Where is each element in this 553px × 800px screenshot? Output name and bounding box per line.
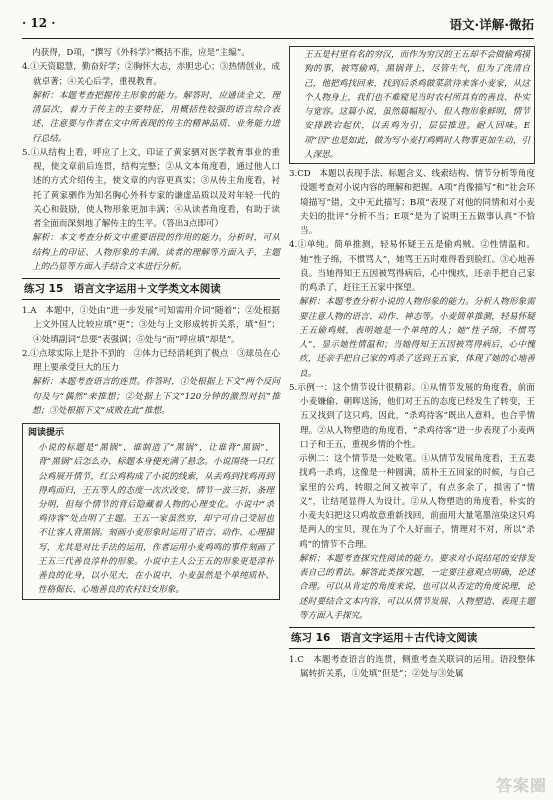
answer-item: 示例二：这个情节是一处败笔。①从情节发展角度看，王五妻找鸡一杀鸡，这像是一种圆满，质朴王五回家的时候，与自己家里的公鸡，转眼之间又被宰了，有点多余了，损害了“情义”，让结尾显得人为设计。②从人物塑造的角度看，朴实的小麦夫妇把这只鸡故意重新找回，前面用大量笔墨渲染这只鸡是两人的宝贝，现在为了个人好面子，情理对不对，所以“杀鸡”的情节不合理。 [299,454,535,550]
answer-item: 5.示例一：这个情节设计很精彩。①从情节发展的角度看，前面小麦嫌偷、朝晖送汤，他们对王五的态度已经发生了转变，王五又找到了这只鸡，因此，“杀鸡待客”既出人意料，也合乎情理。②从人物塑造的角度看，“杀鸡待客”进一步表现了小麦两口子和王五，重视乡情的个性。 [289,382,535,450]
answer-item: 1.A 本题中，①处由“进一步发展”可知需用介词“随着”；②处根据上文外国人比较应填“更”；③处与上文形成转折关系，填“但”；④处填副词“总要”表强调；⑤处与“而”呼应填“却是”。 [22,306,280,345]
answer-item: 2.①点球实际上是扑不到的 ②体力已经消耗到了极点 ③球员在心理上要承受巨大的压力 [22,348,280,373]
analysis-paragraph: 解析：本题考查分析小说的人物形象的能力。分析人物形象需要注意人物的语言、动作、神态等。小麦简单推测，轻易怀疑王五偷鸡贼，表明她是一个单纯的人；她“性子绵，不惯骂人”，显示她性情温和；当她得知王五因被骂得病后，心中愧疚，还亲手把自己家的鸡杀了送到王五家，体现了她的心地善良。 [299,297,535,379]
reading-tips-title: 阅读提示 [28,428,65,438]
section-heading: 练习 16 语言文字运用＋古代诗文阅读 [289,627,535,649]
page-header [22,14,534,39]
watermark-logo: 答案圈 [495,776,547,795]
right-column [289,46,535,682]
analysis-paragraph: 解析：本题考查把握传主形象的能力。解答时，应通读全文，理清层次，着力于传主的主要特征，用概括性较强的语言综合表述，注意要与作者在文中所表现的传主的精神品质、业务能力进行总结。 [32,90,280,144]
analysis-paragraph: 解析：本题考查语言的连贯。作答时，①处根据上下文“两个反问句及与“偶然”来推想；②处据上下文“120分钟的激烈对抗”推想；③处根据下文“成败在此”推想。 [32,377,280,416]
answer-item: 4.①天资聪慧，勤奋好学；②胸怀大志，赤胆忠心；③热情创业，成就卓著；④关心后学，重视教育。 [22,62,280,87]
answer-item: 5.①从结构上看，呼应了上文，印证了黄家驷对医学教育事业的重视，使文章前后连贯，结构完整；②从文本角度看，通过他人口述的方式介绍传主，使文章的内容更真实；③从传主角度看，衬托了黄家驷作为知名胸心外科专家的谦虚品质以及对年轻一代的关心和鼓励，使人物形象更加丰满；④从读者角度看，有助于读者全面而深刻地了解传主的生平。（答出3点即可） [22,147,280,229]
left-column [22,46,280,600]
page-number: · 12 · [22,16,56,30]
reading-tips-continued: 王五是村里有名的穷汉，而作为穷汉的王五却不会做偷鸡摸狗的事，被骂偷鸡，黑锅背上，尽管生气，但为了洗清自己，他把鸡找回来，找到后杀鸡做菜款待来客小麦家，从这个人物身上，我们也不难窥见当时农村所具有的善良、朴实与宽容。这篇小说，虽然篇幅短小，但人物形象鲜明，情节安排跌宕起伏，以丢鸡为引，层层推进。耐人回味。E项“因”也是如此，做为写小麦打鸡鸭时人物事更加生动，引人深思。 [304,50,530,160]
paragraph: 内获得，D项，“撰写《外科学》”概括不准，应是“主编”。 [32,48,250,58]
continued-tips-box [289,46,535,164]
answer-item: 3.CD 本题以表现手法、标题含义、线索结构、情节分析等角度设题考查对小说内容的理解和把握。A项“肖像描写”和“社会环境描写”错，文中无此描写；B项“表现了对他的同情和对小麦夫妇的批评”分析不当；E项“是为了说明王五做事认真”不恰当。 [289,169,535,236]
section-heading: 练习 15 语言文字运用＋文学类文本阅读 [22,278,280,300]
analysis-paragraph: 解析：本文考查分析文中重要语段的作用的能力。分析时，可从结构上的印证、人物形象的丰满、读者的理解等方面入手，主题上的凸显等方面入手结合文本进行分析。 [32,233,280,272]
reading-tips-box [22,423,280,600]
analysis-paragraph: 解析：本题考查探究性阅读的能力。要求对小说结尾的安排发表自己的看法。解答此类探究题，一定要注意观点明确，论述合理。可以从肯定的角度来说，也可以从否定的角度说理，论述时要结合文本内容，可以从情节发展、人物塑造、表现主题等方面入手探究。 [299,553,535,621]
reading-tips-text: 小说的标题是“黑锅”，谁制造了“黑锅”，让谁背“黑锅”，背“黑锅”后怎么办，标题本身便充满了悬念。小说围绕一只红公鸡展开情节，红公鸡构成了小说的线索，从丢鸡到找鸡再到得鸡而归，王五等人的态度一次次改变，情节一波三折，条理分明，但每个情节的背后隐藏着人物的心理变化。小说中“杀鸡待客”处点明了主题。王五一家虽然穷，却宁可自己受屈也不让客人背黑锅。刻画小麦形象时运用了语言、动作、心理描写，尤其是对比手法的运用，作者运用小麦鸡鸣的事件刻画了王五三代善良淳朴的形象。小说中主人公王五的形象更是淳朴善良的化身，以小见大，在小说中，小麦虽然是个单纯质朴、性格倔长、心地善良的农村妇女形象。 [38,443,274,596]
answer-item: 4.①单纯。简单推测，轻易怀疑王五是偷鸡贼。②性情温和。她“性子绵，不惯骂人”，她骂王五时难得看到脸红。③心地善良。当她得知王五因被骂得病后，心中愧疚，还亲手把自己家的鸡杀了，赶往王五家中探望。 [289,240,535,293]
answer-item: 1.C 本题考查语言的连贯，侧重考查关联词的运用。语段整体属转折关系，①处填“但是”；②处与③处属 [289,655,535,680]
book-title: 语文·详解·微拓 [449,17,534,32]
